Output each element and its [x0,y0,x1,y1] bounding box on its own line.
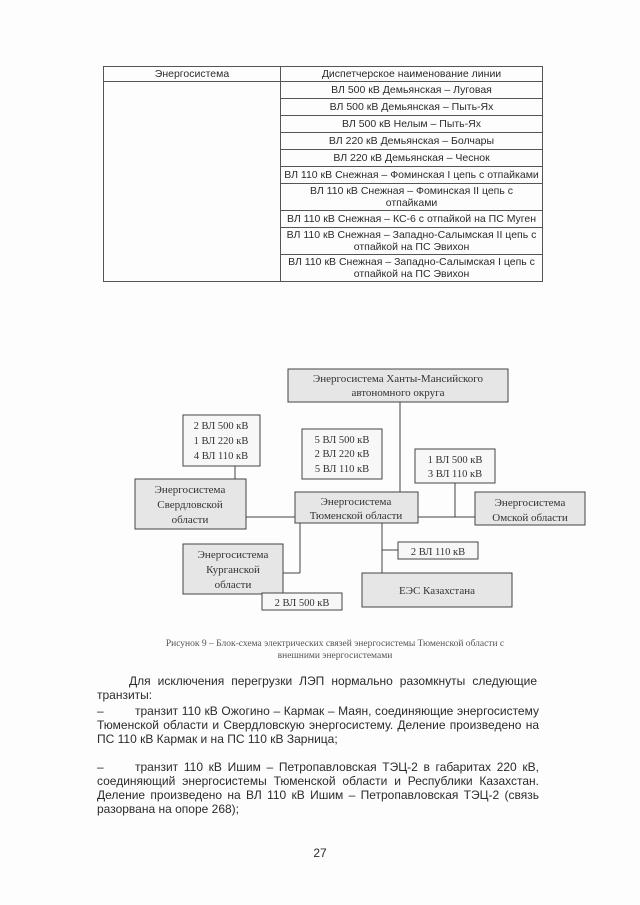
sverdl-label-line1: 2 ВЛ 500 кВ [193,421,249,432]
kurgan-label-box [262,593,342,610]
line-cell: ВЛ 110 кВ Снежная – Западно-Салымская II цепь с отпайкой на ПС Эвихон [281,228,543,255]
line-cell: ВЛ 110 кВ Снежная – КС-6 с отпайкой на ПС Муген [281,211,543,228]
khmao-energy-system-box [288,369,508,402]
tyumen-line1: Энергосистема [320,496,392,508]
list-item-text: транзит 110 кВ Ишим – Петропавловская ТЭЦ-2 в габаритах 220 кВ, соединяющий энергосистемы Тюменской области и Республики Казахстан. Деление произведено на ВЛ 110 кВ Ишим – Петропавловская ТЭЦ-2 (связь разорвана на опоре 268); [97,760,539,816]
header-line-name: Диспетчерское наименование линии [281,67,543,82]
table-header-row [104,67,543,82]
omsk-energy-system-box [475,492,585,525]
energy-system-cell [104,82,281,282]
line-cell: ВЛ 220 кВ Демьянская – Болчары [281,133,543,150]
omsk-label-line1: 1 ВЛ 500 кВ [427,455,483,466]
caption-line2: внешними энергосистемами [277,651,393,661]
list-dash: – [97,704,104,718]
list-item [97,760,539,816]
kurgan-line3: области [214,579,252,591]
khmao-label-line3: 5 ВЛ 110 кВ [314,464,370,475]
kurgan-line1: Энергосистема [197,549,269,561]
tyumen-line2: Тюменской области [309,510,403,522]
sverdl-line1: Энергосистема [154,484,226,496]
kurgan-line2: Курганской [206,564,260,576]
khmao-line2: автономного округа [351,387,445,399]
tyumen-energy-system-box [295,492,418,523]
caption-line1: Рисунок 9 – Блок-схема электрических связей энергосистемы Тюменской области с [165,639,505,649]
table-row [104,82,543,99]
header-energy-system: Энергосистема [104,67,281,82]
list-dash: – [97,760,104,774]
omsk-line1: Энергосистема [494,497,566,509]
kaz-energy-system-box [362,573,512,607]
khmao-line1: Энергосистема Ханты-Мансийского [312,373,484,385]
kurgan-energy-system-box [183,544,283,594]
power-lines-table [103,66,543,282]
figure-caption [110,638,560,662]
line-cell: ВЛ 110 кВ Снежная – Фоминская I цепь с отпайками [281,167,543,184]
sverdl-label-line2: 1 ВЛ 220 кВ [193,436,249,447]
kaz-line: ЕЭС Казахстана [398,585,476,597]
khmao-label-box [302,429,382,479]
page-number: 27 [313,846,327,860]
list-item-text: транзит 110 кВ Ожогино – Кармак – Маян, соединяющие энергосистему Тюменской области и Свердловскую энергосистему. Деление произведено на ПС 110 кВ Кармак и на ПС 110 кВ Зарница; [97,704,539,746]
kurgan-label: 2 ВЛ 500 кВ [274,598,330,609]
omsk-line2: Омской области [492,512,568,524]
sverdl-line2: Свердловской [157,499,223,511]
sverdl-label-box [183,415,260,466]
sverdl-energy-system-box [135,479,246,529]
sverdl-label-line3: 4 ВЛ 110 кВ [193,451,249,462]
list-item [97,704,539,746]
line-cell: ВЛ 110 кВ Снежная – Западно-Салымская I цепь с отпайкой на ПС Эвихон [281,255,543,282]
line-cell: ВЛ 500 кВ Нелым – Пыть-Ях [281,116,543,133]
kaz-label-box [398,542,478,559]
line-cell: ВЛ 500 кВ Демьянская – Пыть-Ях [281,99,543,116]
omsk-label-box [415,449,495,483]
khmao-label-line2: 2 ВЛ 220 кВ [314,449,370,460]
block-diagram [0,355,640,620]
sverdl-line3: области [171,514,209,526]
line-cell: ВЛ 110 кВ Снежная – Фоминская II цепь с отпайками [281,184,543,211]
line-cell: ВЛ 500 кВ Демьянская – Луговая [281,82,543,99]
kaz-label: 2 ВЛ 110 кВ [410,547,466,558]
line-cell: ВЛ 220 кВ Демьянская – Чеснок [281,150,543,167]
intro-paragraph: Для исключения перегрузки ЛЭП нормально разомкнуты следующие транзиты: [97,674,537,702]
omsk-label-line2: 3 ВЛ 110 кВ [427,469,483,480]
khmao-label-line1: 5 ВЛ 500 кВ [314,435,370,446]
